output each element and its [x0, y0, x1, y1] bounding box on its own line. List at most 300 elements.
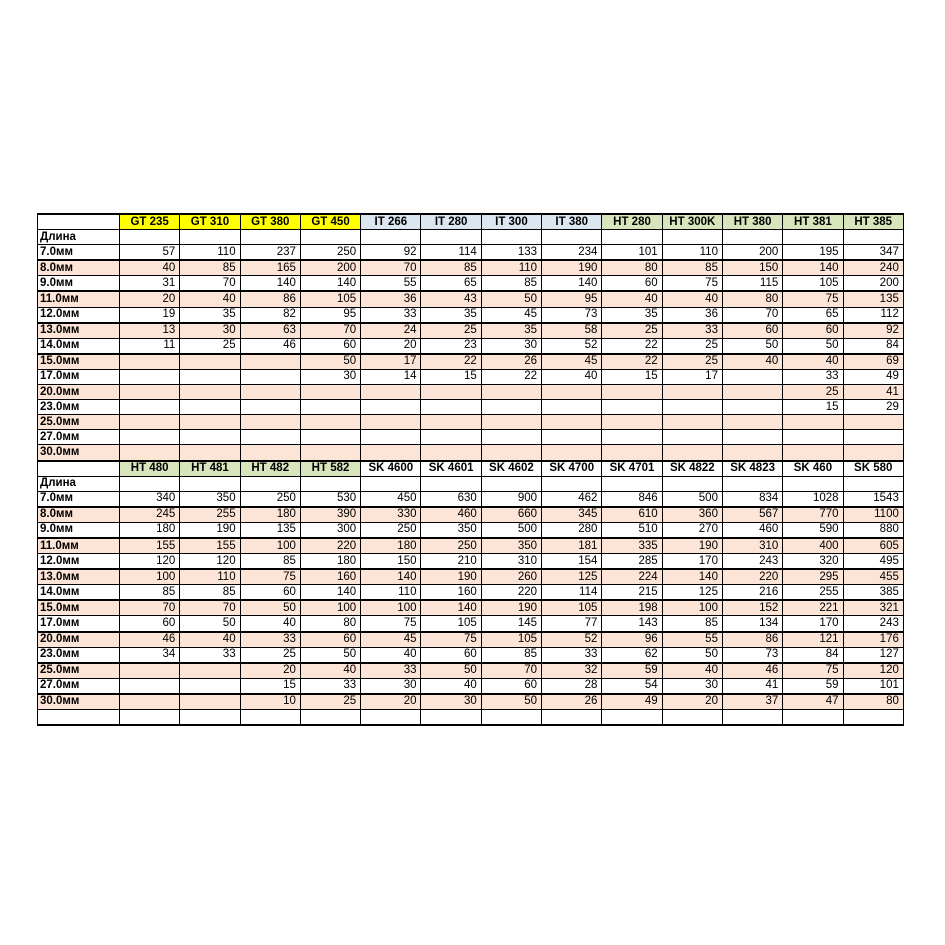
column-header: GT 235 [120, 214, 180, 230]
table-cell [300, 230, 360, 245]
table-cell: 40 [120, 260, 180, 276]
table-cell [120, 369, 180, 384]
table-cell: 31 [120, 276, 180, 292]
table-cell: 321 [843, 600, 903, 616]
table-cell: 40 [662, 663, 722, 679]
table-cell: 245 [120, 507, 180, 523]
table-cell: 15 [240, 678, 300, 694]
table-cell: 82 [240, 307, 300, 323]
table-cell: 52 [542, 338, 602, 354]
table-cell [843, 230, 903, 245]
table-cell [300, 445, 360, 461]
column-header: IT 280 [421, 214, 481, 230]
table-cell: 75 [240, 569, 300, 585]
table-cell: 33 [361, 307, 421, 323]
table-cell: 285 [602, 554, 662, 570]
table-cell: 630 [421, 491, 481, 507]
table-cell: 590 [783, 522, 843, 538]
table-cell: 45 [361, 632, 421, 648]
table-cell [662, 400, 722, 415]
table-cell: 450 [361, 491, 421, 507]
table-cell: 330 [361, 507, 421, 523]
table-cell: 200 [843, 276, 903, 292]
table-cell: 135 [240, 522, 300, 538]
table-cell [180, 678, 240, 694]
table-cell: 216 [722, 585, 782, 601]
table-cell: 190 [662, 538, 722, 554]
row-label: 14.0мм [38, 585, 120, 601]
table-cell: 34 [120, 647, 180, 663]
table-cell: 30 [662, 678, 722, 694]
table-cell [180, 694, 240, 710]
column-header: IT 380 [542, 214, 602, 230]
table-cell: 135 [843, 291, 903, 307]
subheader-label: Длина [38, 476, 120, 491]
column-header: HT 280 [602, 214, 662, 230]
table-cell: 49 [602, 694, 662, 710]
table-cell [602, 710, 662, 726]
table-cell: 22 [602, 338, 662, 354]
table-cell [481, 710, 541, 726]
table-cell: 40 [361, 647, 421, 663]
table-cell [481, 400, 541, 415]
table-cell [843, 476, 903, 491]
table-cell [542, 476, 602, 491]
table-cell: 33 [542, 647, 602, 663]
length-table [37, 213, 904, 726]
table-cell: 57 [120, 245, 180, 261]
column-header: SK 4823 [722, 461, 782, 477]
table-cell: 101 [843, 678, 903, 694]
table-cell [722, 400, 782, 415]
table-cell: 495 [843, 554, 903, 570]
table-row [38, 663, 904, 679]
table-cell: 30 [180, 323, 240, 339]
table-cell: 105 [300, 291, 360, 307]
table-cell: 95 [542, 291, 602, 307]
table-cell: 70 [300, 323, 360, 339]
table-cell: 210 [421, 554, 481, 570]
subheader-label: Длина [38, 230, 120, 245]
table-cell: 35 [421, 307, 481, 323]
table-cell [421, 400, 481, 415]
table-row [38, 291, 904, 307]
table-cell: 530 [300, 491, 360, 507]
header-row [38, 214, 904, 230]
table-cell: 45 [481, 307, 541, 323]
table-cell: 25 [240, 647, 300, 663]
table-cell [722, 710, 782, 726]
table-cell: 660 [481, 507, 541, 523]
table-cell [240, 400, 300, 415]
row-label: 7.0мм [38, 491, 120, 507]
table-cell: 20 [361, 338, 421, 354]
table-cell: 69 [843, 354, 903, 370]
table-cell: 40 [240, 616, 300, 632]
table-cell [120, 230, 180, 245]
column-header: SK 4701 [602, 461, 662, 477]
table-cell [180, 445, 240, 461]
table-cell: 70 [361, 260, 421, 276]
table-cell [240, 369, 300, 384]
table-cell: 510 [602, 522, 662, 538]
row-label: 14.0мм [38, 338, 120, 354]
table-cell: 110 [481, 260, 541, 276]
table-cell [180, 230, 240, 245]
table-cell: 105 [542, 600, 602, 616]
table-cell: 160 [300, 569, 360, 585]
table-cell: 40 [542, 369, 602, 384]
table-cell: 567 [722, 507, 782, 523]
table-cell: 11 [120, 338, 180, 354]
table-cell [481, 476, 541, 491]
table-cell: 59 [783, 678, 843, 694]
table-cell: 55 [361, 276, 421, 292]
table-cell: 75 [361, 616, 421, 632]
table-cell: 100 [300, 600, 360, 616]
table-cell [481, 415, 541, 430]
table-cell: 75 [421, 632, 481, 648]
table-cell: 43 [421, 291, 481, 307]
table-cell: 460 [421, 507, 481, 523]
table-cell: 15 [421, 369, 481, 384]
table-cell: 200 [722, 245, 782, 261]
table-cell: 80 [843, 694, 903, 710]
table-cell: 40 [662, 291, 722, 307]
table-cell: 50 [783, 338, 843, 354]
table-cell: 462 [542, 491, 602, 507]
table-cell: 15 [602, 369, 662, 384]
table-cell: 28 [542, 678, 602, 694]
table-cell: 40 [180, 632, 240, 648]
table-cell: 340 [120, 491, 180, 507]
table-cell: 60 [300, 632, 360, 648]
table-cell: 140 [300, 585, 360, 601]
table-row [38, 491, 904, 507]
table-cell: 35 [602, 307, 662, 323]
table-row [38, 323, 904, 339]
table-cell [120, 476, 180, 491]
table-cell [180, 663, 240, 679]
table-cell: 70 [120, 600, 180, 616]
table-cell [240, 230, 300, 245]
table-cell: 58 [542, 323, 602, 339]
table-cell [421, 710, 481, 726]
table-cell: 92 [843, 323, 903, 339]
table-cell: 300 [300, 522, 360, 538]
table-cell [240, 415, 300, 430]
table-cell: 33 [240, 632, 300, 648]
table-cell: 846 [602, 491, 662, 507]
table-cell: 110 [662, 245, 722, 261]
table-cell: 40 [722, 354, 782, 370]
table-cell [602, 230, 662, 245]
table-cell: 121 [783, 632, 843, 648]
table-row [38, 694, 904, 710]
table-cell [120, 354, 180, 370]
table-cell: 40 [783, 354, 843, 370]
column-header: HT 385 [843, 214, 903, 230]
table-cell: 85 [180, 585, 240, 601]
table-cell [300, 710, 360, 726]
table-cell: 17 [361, 354, 421, 370]
table-cell [300, 415, 360, 430]
table-cell [240, 385, 300, 400]
table-cell: 70 [180, 276, 240, 292]
table-cell: 50 [722, 338, 782, 354]
table-cell: 125 [662, 585, 722, 601]
table-cell: 140 [783, 260, 843, 276]
table-cell [722, 230, 782, 245]
table-cell: 100 [361, 600, 421, 616]
column-header: IT 266 [361, 214, 421, 230]
table-cell: 33 [662, 323, 722, 339]
table-cell: 237 [240, 245, 300, 261]
table-cell [662, 385, 722, 400]
table-cell: 85 [240, 554, 300, 570]
row-label: 8.0мм [38, 507, 120, 523]
table-cell: 23 [421, 338, 481, 354]
table-cell: 22 [602, 354, 662, 370]
table-cell: 80 [722, 291, 782, 307]
table-cell [722, 445, 782, 461]
table-cell: 105 [421, 616, 481, 632]
table-cell [662, 230, 722, 245]
table-row [38, 430, 904, 445]
table-cell: 77 [542, 616, 602, 632]
table-cell: 22 [481, 369, 541, 384]
table-cell: 85 [662, 260, 722, 276]
table-cell [421, 415, 481, 430]
table-cell: 22 [421, 354, 481, 370]
table-cell: 50 [481, 694, 541, 710]
table-cell: 190 [542, 260, 602, 276]
table-cell: 92 [361, 245, 421, 261]
table-cell: 55 [662, 632, 722, 648]
table-cell: 63 [240, 323, 300, 339]
table-cell: 255 [783, 585, 843, 601]
table-cell: 25 [662, 354, 722, 370]
table-cell: 13 [120, 323, 180, 339]
table-cell: 41 [843, 385, 903, 400]
row-label: 7.0мм [38, 245, 120, 261]
table-cell: 65 [421, 276, 481, 292]
table-cell [361, 710, 421, 726]
table-cell: 770 [783, 507, 843, 523]
table-cell: 114 [542, 585, 602, 601]
table-cell: 110 [361, 585, 421, 601]
table-cell: 220 [481, 585, 541, 601]
table-cell: 240 [843, 260, 903, 276]
table-cell: 195 [783, 245, 843, 261]
table-row [38, 569, 904, 585]
row-label: 27.0мм [38, 678, 120, 694]
table-row [38, 415, 904, 430]
header-corner [38, 214, 120, 230]
table-cell: 500 [662, 491, 722, 507]
table-cell [240, 430, 300, 445]
table-cell: 84 [783, 647, 843, 663]
table-cell: 85 [662, 616, 722, 632]
table-cell [180, 710, 240, 726]
table-cell: 180 [361, 538, 421, 554]
table-cell: 96 [602, 632, 662, 648]
table-cell: 46 [240, 338, 300, 354]
table-cell [843, 710, 903, 726]
table-cell: 60 [602, 276, 662, 292]
table-cell [481, 230, 541, 245]
table-cell: 900 [481, 491, 541, 507]
table-cell: 345 [542, 507, 602, 523]
table-cell: 84 [843, 338, 903, 354]
table-cell [180, 415, 240, 430]
table-cell [361, 400, 421, 415]
column-header: GT 450 [300, 214, 360, 230]
table-cell: 1100 [843, 507, 903, 523]
row-label: 25.0мм [38, 415, 120, 430]
table-cell: 30 [361, 678, 421, 694]
table-row [38, 710, 904, 726]
table-cell: 140 [421, 600, 481, 616]
table-cell: 150 [722, 260, 782, 276]
table-cell: 17 [662, 369, 722, 384]
table-cell: 59 [602, 663, 662, 679]
table-cell: 85 [120, 585, 180, 601]
table-row [38, 678, 904, 694]
column-header: GT 310 [180, 214, 240, 230]
table-cell: 30 [421, 694, 481, 710]
table-cell [240, 476, 300, 491]
table-cell [421, 430, 481, 445]
table-cell: 86 [722, 632, 782, 648]
table-cell: 25 [421, 323, 481, 339]
table-cell: 101 [602, 245, 662, 261]
table-cell: 140 [361, 569, 421, 585]
table-cell: 834 [722, 491, 782, 507]
table-cell: 40 [180, 291, 240, 307]
table-cell: 50 [300, 647, 360, 663]
table-cell: 20 [240, 663, 300, 679]
table-cell: 347 [843, 245, 903, 261]
table-cell: 190 [180, 522, 240, 538]
table-cell [722, 430, 782, 445]
table-cell: 46 [120, 632, 180, 648]
row-label: 13.0мм [38, 569, 120, 585]
table-cell: 37 [722, 694, 782, 710]
header-row [38, 461, 904, 477]
table-cell [120, 400, 180, 415]
table-row [38, 600, 904, 616]
column-header: SK 4602 [481, 461, 541, 477]
row-label: 12.0мм [38, 554, 120, 570]
table-cell: 26 [481, 354, 541, 370]
row-label: 30.0мм [38, 445, 120, 461]
table-cell [602, 445, 662, 461]
table-cell [783, 710, 843, 726]
row-label: 30.0мм [38, 694, 120, 710]
table-cell: 30 [481, 338, 541, 354]
table-cell: 41 [722, 678, 782, 694]
table-cell [120, 415, 180, 430]
table-cell [481, 445, 541, 461]
table-cell: 32 [542, 663, 602, 679]
table-cell: 54 [602, 678, 662, 694]
table-cell: 152 [722, 600, 782, 616]
column-header: SK 4600 [361, 461, 421, 477]
table-cell: 25 [180, 338, 240, 354]
table-cell [180, 430, 240, 445]
table-cell: 25 [602, 323, 662, 339]
table-cell [300, 400, 360, 415]
table-cell [240, 445, 300, 461]
table-row [38, 538, 904, 554]
table-cell [602, 415, 662, 430]
table-cell: 95 [300, 307, 360, 323]
table-cell [120, 445, 180, 461]
table-cell: 50 [240, 600, 300, 616]
table-cell: 605 [843, 538, 903, 554]
row-label: 15.0мм [38, 354, 120, 370]
table-cell [120, 430, 180, 445]
table-cell [421, 476, 481, 491]
table-cell: 85 [481, 276, 541, 292]
table-cell: 320 [783, 554, 843, 570]
table-row [38, 522, 904, 538]
table-cell: 85 [481, 647, 541, 663]
table-cell: 62 [602, 647, 662, 663]
row-label: 25.0мм [38, 663, 120, 679]
table-cell [120, 678, 180, 694]
table-cell [783, 476, 843, 491]
table-cell: 73 [722, 647, 782, 663]
table-cell: 60 [120, 616, 180, 632]
table-cell: 50 [481, 291, 541, 307]
table-cell: 176 [843, 632, 903, 648]
column-header: SK 4601 [421, 461, 481, 477]
table-cell: 350 [180, 491, 240, 507]
table-cell [722, 476, 782, 491]
table-cell: 35 [180, 307, 240, 323]
table-cell: 120 [120, 554, 180, 570]
column-header: SK 4700 [542, 461, 602, 477]
table-cell: 250 [361, 522, 421, 538]
table-cell [722, 385, 782, 400]
table-cell: 24 [361, 323, 421, 339]
table-cell: 280 [542, 522, 602, 538]
table-cell: 19 [120, 307, 180, 323]
table-cell: 52 [542, 632, 602, 648]
table-cell: 150 [361, 554, 421, 570]
row-label: 9.0мм [38, 522, 120, 538]
table-cell: 49 [843, 369, 903, 384]
column-header: IT 300 [481, 214, 541, 230]
table-cell: 70 [180, 600, 240, 616]
table-cell [421, 445, 481, 461]
table-cell: 220 [300, 538, 360, 554]
table-row [38, 338, 904, 354]
table-cell: 25 [783, 385, 843, 400]
table-cell: 170 [783, 616, 843, 632]
table-cell: 36 [662, 307, 722, 323]
table-cell: 243 [843, 616, 903, 632]
table-cell: 80 [602, 260, 662, 276]
table-cell: 385 [843, 585, 903, 601]
table-cell: 140 [542, 276, 602, 292]
table-cell [240, 710, 300, 726]
table-cell: 200 [300, 260, 360, 276]
table-cell: 190 [421, 569, 481, 585]
table-cell: 100 [120, 569, 180, 585]
